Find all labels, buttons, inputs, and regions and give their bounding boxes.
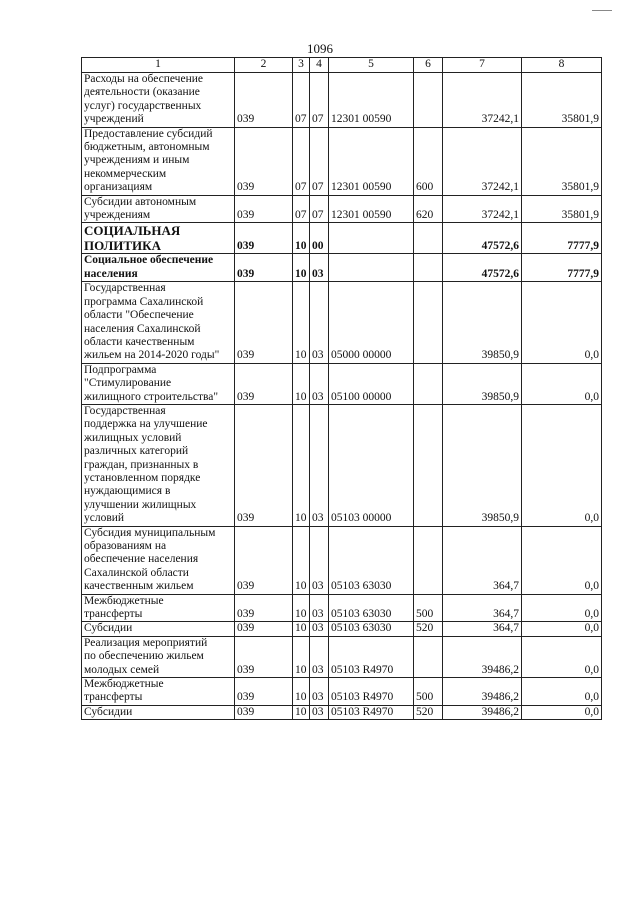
subsection-cell: 03 xyxy=(310,363,329,404)
amount-year2-cell: 35801,9 xyxy=(522,127,602,195)
expense-type-cell xyxy=(414,223,443,254)
expense-type-cell xyxy=(414,73,443,128)
section-cell: 10 xyxy=(293,594,310,622)
row-name-cell: Расходы на обеспечение деятельности (оказание услуг) государственных учреждений xyxy=(82,73,235,128)
subsection-cell: 00 xyxy=(310,223,329,254)
header-cell: 6 xyxy=(414,58,443,73)
amount-year1-cell: 37242,1 xyxy=(443,73,522,128)
amount-year1-cell: 37242,1 xyxy=(443,195,522,223)
row-name-cell: Субсидии xyxy=(82,622,235,636)
target-article-cell: 05000 00000 xyxy=(329,282,414,363)
expense-type-cell: 600 xyxy=(414,127,443,195)
table-row xyxy=(82,195,602,223)
section-cell: 07 xyxy=(293,195,310,223)
amount-year1-cell: 364,7 xyxy=(443,594,522,622)
expense-type-cell: 620 xyxy=(414,195,443,223)
amount-year2-cell: 0,0 xyxy=(522,404,602,526)
target-article-cell: 05100 00000 xyxy=(329,363,414,404)
row-name-cell: Государственная программа Сахалинской области "Обеспечение населения Сахалинской области качественным жильем на 2014-2020 годы" xyxy=(82,282,235,363)
expense-type-cell: 500 xyxy=(414,678,443,706)
section-cell: 10 xyxy=(293,705,310,719)
subsection-cell: 07 xyxy=(310,195,329,223)
table-row xyxy=(82,705,602,719)
amount-year2-cell: 35801,9 xyxy=(522,73,602,128)
table-row xyxy=(82,282,602,363)
amount-year2-cell: 35801,9 xyxy=(522,195,602,223)
subsection-cell: 07 xyxy=(310,73,329,128)
header-cell: 3 xyxy=(293,58,310,73)
section-cell: 10 xyxy=(293,363,310,404)
ministry-code-cell: 039 xyxy=(235,526,293,594)
scan-mark xyxy=(592,10,612,11)
amount-year1-cell: 47572,6 xyxy=(443,223,522,254)
ministry-code-cell: 039 xyxy=(235,73,293,128)
expense-type-cell xyxy=(414,282,443,363)
expense-type-cell xyxy=(414,363,443,404)
section-cell: 10 xyxy=(293,526,310,594)
target-article-cell: 05103 R4970 xyxy=(329,678,414,706)
table-row xyxy=(82,526,602,594)
subsection-cell: 03 xyxy=(310,678,329,706)
header-cell: 5 xyxy=(329,58,414,73)
ministry-code-cell: 039 xyxy=(235,223,293,254)
row-name-cell: Межбюджетные трансферты xyxy=(82,678,235,706)
header-cell: 4 xyxy=(310,58,329,73)
section-cell: 07 xyxy=(293,127,310,195)
page-number: 1096 xyxy=(307,41,333,56)
header-cell: 8 xyxy=(522,58,602,73)
row-name-cell: СОЦИАЛЬНАЯ ПОЛИТИКА xyxy=(82,223,235,254)
row-name-cell: Социальное обеспечение населения xyxy=(82,254,235,282)
row-name-cell: Реализация мероприятий по обеспечению жильем молодых семей xyxy=(82,636,235,677)
amount-year1-cell: 39850,9 xyxy=(443,404,522,526)
header-cell: 1 xyxy=(82,58,235,73)
amount-year1-cell: 47572,6 xyxy=(443,254,522,282)
header-cell: 7 xyxy=(443,58,522,73)
amount-year2-cell: 0,0 xyxy=(522,526,602,594)
expense-type-cell: 520 xyxy=(414,622,443,636)
target-article-cell xyxy=(329,223,414,254)
budget-table xyxy=(81,57,602,720)
subsection-cell: 07 xyxy=(310,127,329,195)
amount-year1-cell: 39486,2 xyxy=(443,636,522,677)
expense-type-cell xyxy=(414,636,443,677)
table-row xyxy=(82,622,602,636)
target-article-cell: 05103 R4970 xyxy=(329,636,414,677)
ministry-code-cell: 039 xyxy=(235,254,293,282)
table-row xyxy=(82,223,602,254)
amount-year2-cell: 0,0 xyxy=(522,282,602,363)
amount-year2-cell: 0,0 xyxy=(522,636,602,677)
section-cell: 10 xyxy=(293,282,310,363)
ministry-code-cell: 039 xyxy=(235,594,293,622)
subsection-cell: 03 xyxy=(310,404,329,526)
section-cell: 10 xyxy=(293,223,310,254)
subsection-cell: 03 xyxy=(310,594,329,622)
table-row xyxy=(82,404,602,526)
ministry-code-cell: 039 xyxy=(235,636,293,677)
section-cell: 10 xyxy=(293,636,310,677)
subsection-cell: 03 xyxy=(310,254,329,282)
subsection-cell: 03 xyxy=(310,622,329,636)
header-row xyxy=(82,58,602,73)
section-cell: 07 xyxy=(293,73,310,128)
ministry-code-cell: 039 xyxy=(235,127,293,195)
target-article-cell: 12301 00590 xyxy=(329,73,414,128)
table-row xyxy=(82,678,602,706)
table-row xyxy=(82,73,602,128)
amount-year1-cell: 39486,2 xyxy=(443,678,522,706)
amount-year1-cell: 39850,9 xyxy=(443,282,522,363)
target-article-cell: 12301 00590 xyxy=(329,127,414,195)
row-name-cell: Государственная поддержка на улучшение жилищных условий различных категорий граждан, признанных в установленном порядке нуждающимися в улучшении жилищных условий xyxy=(82,404,235,526)
subsection-cell: 03 xyxy=(310,636,329,677)
table-row xyxy=(82,594,602,622)
ministry-code-cell: 039 xyxy=(235,705,293,719)
ministry-code-cell: 039 xyxy=(235,622,293,636)
row-name-cell: Субсидия муниципальным образованиям на обеспечение населения Сахалинской области качественным жильем xyxy=(82,526,235,594)
ministry-code-cell: 039 xyxy=(235,282,293,363)
amount-year2-cell: 7777,9 xyxy=(522,254,602,282)
table-row xyxy=(82,363,602,404)
section-cell: 10 xyxy=(293,404,310,526)
ministry-code-cell: 039 xyxy=(235,678,293,706)
header-cell: 2 xyxy=(235,58,293,73)
target-article-cell xyxy=(329,254,414,282)
target-article-cell: 05103 00000 xyxy=(329,404,414,526)
subsection-cell: 03 xyxy=(310,526,329,594)
ministry-code-cell: 039 xyxy=(235,363,293,404)
target-article-cell: 05103 63030 xyxy=(329,622,414,636)
ministry-code-cell: 039 xyxy=(235,404,293,526)
target-article-cell: 05103 63030 xyxy=(329,594,414,622)
table-row xyxy=(82,254,602,282)
section-cell: 10 xyxy=(293,678,310,706)
target-article-cell: 05103 63030 xyxy=(329,526,414,594)
amount-year2-cell: 7777,9 xyxy=(522,223,602,254)
amount-year1-cell: 364,7 xyxy=(443,622,522,636)
subsection-cell: 03 xyxy=(310,282,329,363)
amount-year1-cell: 37242,1 xyxy=(443,127,522,195)
table-row xyxy=(82,636,602,677)
row-name-cell: Субсидии xyxy=(82,705,235,719)
row-name-cell: Субсидии автономным учреждениям xyxy=(82,195,235,223)
expense-type-cell xyxy=(414,404,443,526)
section-cell: 10 xyxy=(293,254,310,282)
row-name-cell: Предоставление субсидий бюджетным, автономным учреждениям и иным некоммерческим организациям xyxy=(82,127,235,195)
amount-year2-cell: 0,0 xyxy=(522,678,602,706)
target-article-cell: 05103 R4970 xyxy=(329,705,414,719)
expense-type-cell: 520 xyxy=(414,705,443,719)
target-article-cell: 12301 00590 xyxy=(329,195,414,223)
table-row xyxy=(82,127,602,195)
amount-year1-cell: 39850,9 xyxy=(443,363,522,404)
amount-year1-cell: 39486,2 xyxy=(443,705,522,719)
amount-year2-cell: 0,0 xyxy=(522,705,602,719)
row-name-cell: Межбюджетные трансферты xyxy=(82,594,235,622)
expense-type-cell: 500 xyxy=(414,594,443,622)
amount-year1-cell: 364,7 xyxy=(443,526,522,594)
amount-year2-cell: 0,0 xyxy=(522,594,602,622)
subsection-cell: 03 xyxy=(310,705,329,719)
expense-type-cell xyxy=(414,526,443,594)
ministry-code-cell: 039 xyxy=(235,195,293,223)
expense-type-cell xyxy=(414,254,443,282)
amount-year2-cell: 0,0 xyxy=(522,363,602,404)
amount-year2-cell: 0,0 xyxy=(522,622,602,636)
section-cell: 10 xyxy=(293,622,310,636)
row-name-cell: Подпрограмма "Стимулирование жилищного строительства" xyxy=(82,363,235,404)
